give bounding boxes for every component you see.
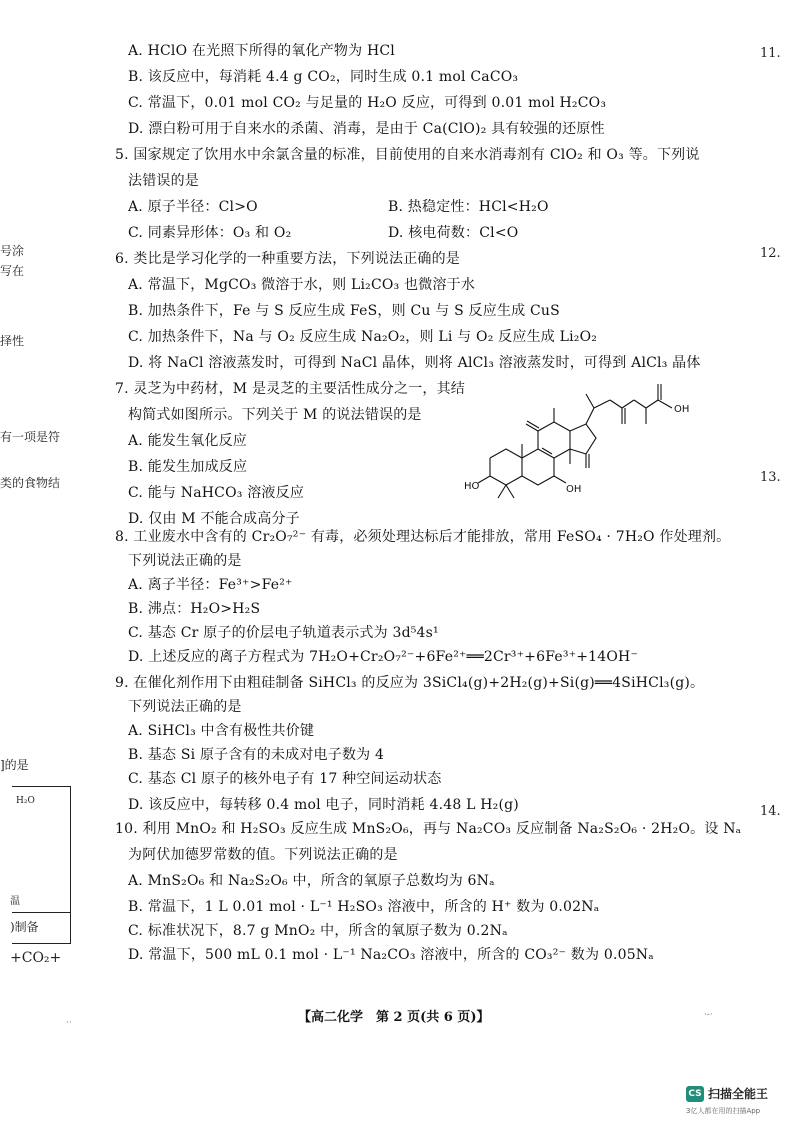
q10-option-b: B. 常温下，1 L 0.01 mol · L⁻¹ H₂SO₃ 溶液中，所含的 H⁺ 数为 0.02Nₐ — [128, 899, 600, 915]
left-fragment: 温 — [10, 896, 20, 907]
q8-option-a: A. 离子半径：Fe³⁺>Fe²⁺ — [128, 577, 293, 593]
q8-stem-cont: 下列说法正确的是 — [128, 553, 242, 569]
q5-stem-cont: 法错误的是 — [128, 173, 199, 189]
mol-label-ho-left: HO — [464, 481, 480, 492]
q7-option-b: B. 能发生加成反应 — [128, 459, 248, 475]
q7-option-a: A. 能发生氧化反应 — [128, 433, 248, 449]
q4-option-a: A. HClO 在光照下所得的氧化产物为 HCl — [128, 43, 395, 59]
left-fragment: 择性 — [0, 334, 25, 348]
q5-option-b: B. 热稳定性：HCl<H₂O — [388, 199, 549, 215]
left-fragment: )制备 — [10, 920, 39, 934]
q5-stem: 5. 国家规定了饮用水中余氯含量的标准，目前使用的自来水消毒剂有 ClO₂ 和 O₃ 等。下列说 — [115, 147, 700, 163]
q5-option-c: C. 同素异形体：O₃ 和 O₂ — [128, 225, 292, 241]
q8-stem: 8. 工业废水中含有的 Cr₂O₇²⁻ 有毒，必须处理达标后才能排放，常用 FeSO₄ · 7H₂O 作处理剂。 — [115, 529, 731, 545]
left-fragment: ]的是 — [0, 758, 29, 772]
molecule-m-structure — [462, 368, 722, 516]
scan-mark: ·-· — [704, 1010, 713, 1020]
mol-label-oh-acid: OH — [674, 404, 690, 415]
left-fragment: H₂O — [16, 796, 35, 806]
q9-option-c: C. 基态 Cl 原子的核外电子有 17 种空间运动状态 — [128, 771, 442, 787]
q4-option-b: B. 该反应中，每消耗 4.4 g CO₂，同时生成 0.1 mol CaCO₃ — [128, 69, 519, 85]
q6-option-c: C. 加热条件下，Na 与 O₂ 反应生成 Na₂O₂，则 Li 与 O₂ 反应生成 Li₂O₂ — [128, 329, 598, 345]
left-fragment-divider — [12, 912, 70, 913]
left-fragment: 写在 — [0, 264, 25, 278]
q6-option-a: A. 常温下，MgCO₃ 微溶于水，则 Li₂CO₃ 也微溶于水 — [128, 277, 476, 293]
right-number-14: 14. — [760, 804, 781, 819]
scanner-logo-icon: CS — [686, 1086, 704, 1102]
left-fragment: 号涂 — [0, 244, 25, 258]
q10-option-a: A. MnS₂O₆ 和 Na₂S₂O₆ 中，所含的氧原子总数均为 6Nₐ — [128, 873, 495, 889]
q9-stem: 9. 在催化剂作用下由粗硅制备 SiHCl₃ 的反应为 3SiCl₄(g)+2H₂(g)+Si(g)══4SiHCl₃(g)。 — [115, 675, 705, 691]
q4-option-c: C. 常温下，0.01 mol CO₂ 与足量的 H₂O 反应，可得到 0.01 mol H₂CO₃ — [128, 95, 607, 111]
scanner-tagline: 3亿人都在用的扫描App — [686, 1107, 761, 1115]
q10-stem-cont: 为阿伏加德罗常数的值。下列说法正确的是 — [128, 847, 398, 863]
left-fragment: +CO₂+ — [10, 950, 62, 966]
q4-option-d: D. 漂白粉可用于自来水的杀菌、消毒，是由于 Ca(ClO)₂ 具有较强的还原性 — [128, 121, 605, 137]
scanner-app-name: 扫描全能王 — [708, 1087, 769, 1101]
q10-option-c: C. 标准状况下，8.7 g MnO₂ 中，所含的氧原子数为 0.2Nₐ — [128, 923, 508, 939]
q6-option-b: B. 加热条件下，Fe 与 S 反应生成 FeS，则 Cu 与 S 反应生成 CuS — [128, 303, 560, 319]
q9-stem-cont: 下列说法正确的是 — [128, 699, 242, 715]
q7-option-d: D. 仅由 M 不能合成高分子 — [128, 511, 300, 527]
right-number-12: 12. — [760, 246, 781, 261]
q5-option-d: D. 核电荷数：Cl<O — [388, 225, 519, 241]
q9-option-b: B. 基态 Si 原子含有的未成对电子数为 4 — [128, 747, 385, 763]
right-number-11: 11. — [760, 46, 781, 61]
q5-option-a: A. 原子半径：Cl>O — [128, 199, 258, 215]
left-fragment: 类的食物结 — [0, 476, 61, 490]
q7-stem: 7. 灵芝为中药材，M 是灵芝的主要活性成分之一，其结 — [115, 381, 465, 397]
q9-option-a: A. SiHCl₃ 中含有极性共价键 — [128, 723, 315, 739]
page-footer: 【高二化学 第 2 页(共 6 页)】 — [298, 1010, 490, 1025]
q10-option-d: D. 常温下，500 mL 0.1 mol · L⁻¹ Na₂CO₃ 溶液中，所含的 CO₃²⁻ 数为 0.05Nₐ — [128, 947, 654, 963]
q6-stem: 6. 类比是学习化学的一种重要方法，下列说法正确的是 — [115, 251, 461, 267]
q6-option-d: D. 将 NaCl 溶液蒸发时，可得到 NaCl 晶体，则将 AlCl₃ 溶液蒸发时，可得到 AlCl₃ 晶体 — [128, 355, 701, 371]
q8-option-c: C. 基态 Cr 原子的价层电子轨道表示式为 3d⁵4s¹ — [128, 625, 439, 641]
q8-option-b: B. 沸点：H₂O>H₂S — [128, 601, 261, 617]
q7-option-c: C. 能与 NaHCO₃ 溶液反应 — [128, 485, 305, 501]
mol-label-oh-right: OH — [566, 484, 582, 495]
left-fragment: 有一项是符 — [0, 430, 61, 444]
right-number-13: 13. — [760, 470, 781, 485]
q7-stem-cont: 构简式如图所示。下列关于 M 的说法错误的是 — [128, 407, 422, 423]
q10-stem: 10. 利用 MnO₂ 和 H₂SO₃ 反应生成 MnS₂O₆，再与 Na₂CO₃ 反应制备 Na₂S₂O₆ · 2H₂O。设 Nₐ — [115, 821, 742, 837]
scan-mark: ·· — [66, 1018, 72, 1028]
q8-option-d: D. 上述反应的离子方程式为 7H₂O+Cr₂O₇²⁻+6Fe²⁺══2Cr³⁺+6Fe³⁺+14OH⁻ — [128, 649, 639, 665]
q9-option-d: D. 该反应中，每转移 0.4 mol 电子，同时消耗 4.48 L H₂(g) — [128, 797, 519, 813]
